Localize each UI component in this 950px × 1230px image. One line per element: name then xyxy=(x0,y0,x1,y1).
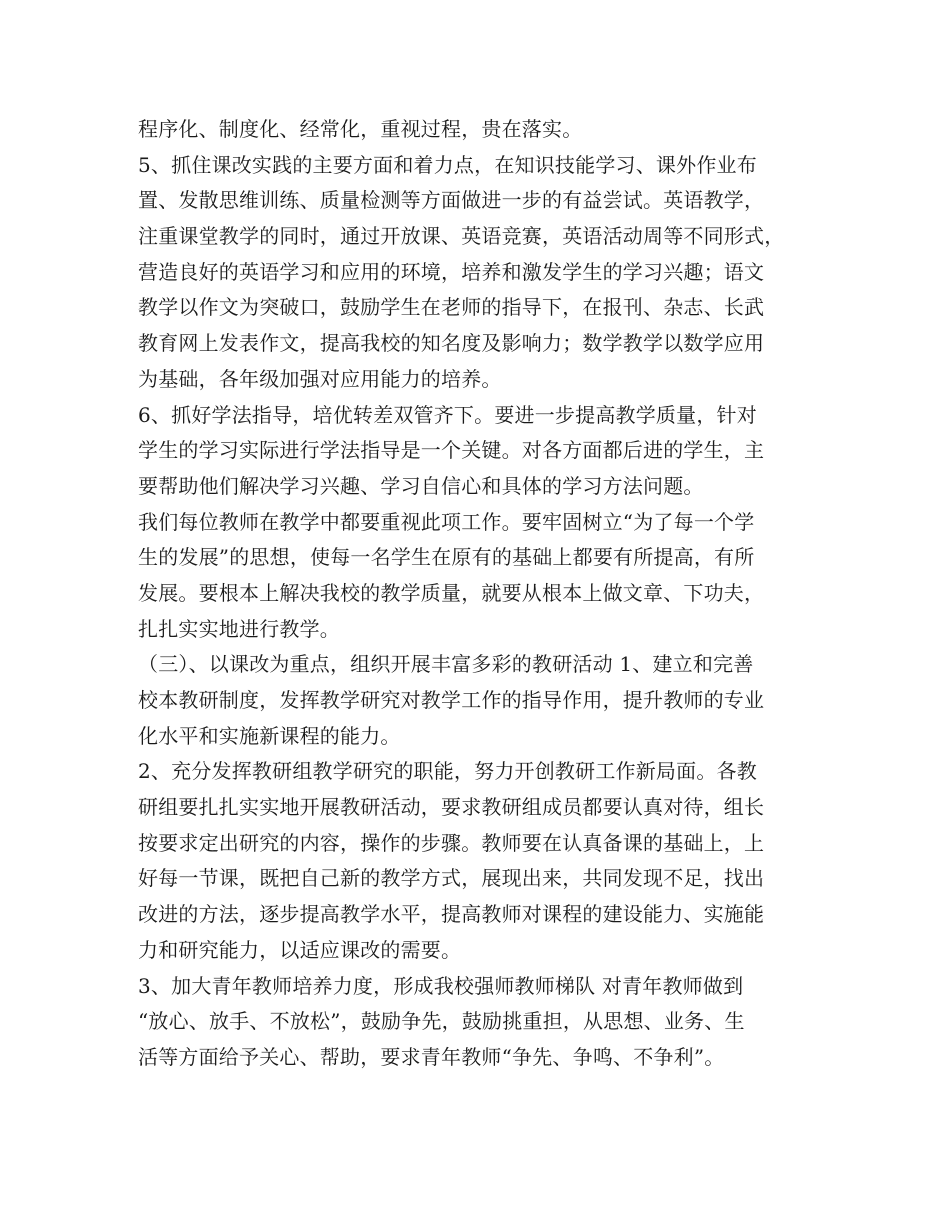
text-line: 研组要扎扎实实地开展教研活动，要求教研组成员都要认真对待，组长 xyxy=(138,795,765,820)
text-line: 生的发展”的思想，使每一名学生在原有的基础上都要有所提高，有所 xyxy=(138,545,755,570)
text-line: 要帮助他们解决学习兴趣、学习自信心和具体的学习方法问题。 xyxy=(138,473,704,498)
text-line: 活等方面给予关心、帮助，要求青年教师“争先、争鸣、不争利”。 xyxy=(138,1044,725,1069)
text-line: 按要求定出研究的内容，操作的步骤。教师要在认真备课的基础上，上 xyxy=(138,830,765,855)
text-line: 教学以作文为突破口，鼓励学生在老师的指导下，在报刊、杂志、长武 xyxy=(138,295,765,320)
text-line: （三）、以课改为重点，组织开展丰富多彩的教研活动 1、建立和完善 xyxy=(138,652,754,677)
body-text xyxy=(138,112,828,1076)
text-line: 教育网上发表作文，提高我校的知名度及影响力；数学教学以数学应用 xyxy=(138,331,765,356)
text-line: 学生的学习实际进行学法指导是一个关键。对各方面都后进的学生，主 xyxy=(138,438,765,463)
text-line: 注重课堂教学的同时，通过开放课、英语竞赛，英语活动周等不同形式， xyxy=(138,224,785,249)
text-line: 扎扎实实地进行教学。 xyxy=(138,616,340,641)
text-line: “放心、放手、不放松”，鼓励争先，鼓励挑重担，从思想、业务、生 xyxy=(138,1009,745,1034)
text-line: 我们每位教师在教学中都要重视此项工作。要牢固树立“为了每一个学 xyxy=(138,509,755,534)
text-line: 5、抓住课改实践的主要方面和着力点，在知识技能学习、课外作业布 xyxy=(138,152,757,177)
text-line: 置、发散思维训练、质量检测等方面做进一步的有益尝试。英语教学， xyxy=(138,188,765,213)
text-line: 发展。要根本上解决我校的教学质量，就要从根本上做文章、下功夫， xyxy=(138,580,765,605)
text-line: 力和研究能力，以适应课改的需要。 xyxy=(138,937,462,962)
text-line: 程序化、制度化、经常化，重视过程，贵在落实。 xyxy=(138,117,583,141)
text-line: 6、抓好学法指导，培优转差双管齐下。要进一步提高教学质量，针对 xyxy=(138,402,757,427)
text-line: 校本教研制度，发挥教学研究对教学工作的指导作用，提升教师的专业 xyxy=(138,688,765,712)
text-line: 化水平和实施新课程的能力。 xyxy=(138,723,401,748)
text-line: 好每一节课，既把自己新的教学方式，展现出来，共同发现不足，找出 xyxy=(138,866,765,891)
text-line: 3、加大青年教师培养力度，形成我校强师教师梯队 对青年教师做到 xyxy=(138,973,744,998)
text-line: 营造良好的英语学习和应用的环境，培养和激发学生的学习兴趣；语文 xyxy=(138,259,765,284)
text-line: 改进的方法，逐步提高教学水平，提高教师对课程的建设能力、实施能 xyxy=(138,902,765,927)
text-line: 2、充分发挥教研组教学研究的职能，努力开创教研工作新局面。各教 xyxy=(138,759,757,784)
text-line: 为基础，各年级加强对应用能力的培养。 xyxy=(138,366,502,391)
